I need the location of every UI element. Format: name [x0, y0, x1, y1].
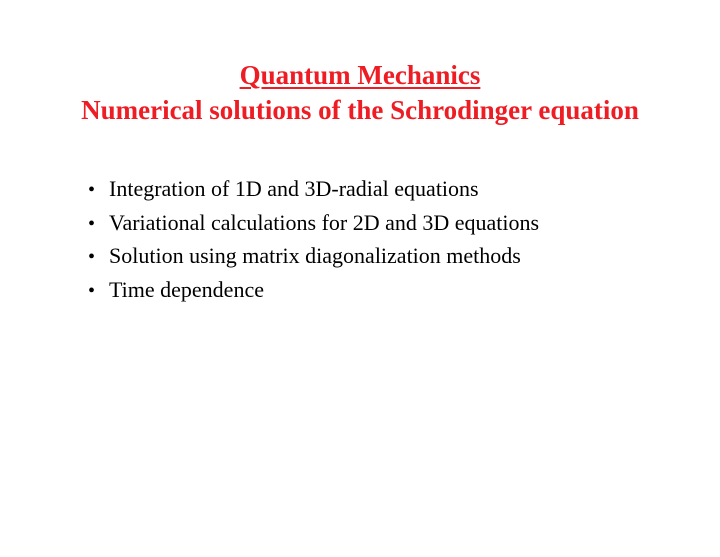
bullet-text: Integration of 1D and 3D-radial equations: [109, 176, 479, 201]
bullet-item: [88, 207, 539, 241]
slide-title: Quantum Mechanics: [239, 60, 481, 90]
bullet-item: [88, 274, 539, 308]
bullet-icon: •: [88, 279, 96, 302]
title-block: [0, 58, 720, 128]
bullet-item: [88, 240, 539, 274]
bullet-item: [88, 173, 539, 207]
bullet-icon: •: [88, 246, 96, 268]
bullet-icon: •: [88, 179, 96, 201]
slide-subtitle: Numerical solutions of the Schrodinger equation: [81, 95, 639, 125]
bullet-icon: •: [88, 212, 96, 235]
bullet-text: Variational calculations for 2D and 3D equations: [109, 209, 540, 235]
bullet-text: Time dependence: [109, 276, 264, 302]
bullet-list: [88, 173, 539, 307]
bullet-text: Solution using matrix diagonalization methods: [109, 243, 521, 268]
